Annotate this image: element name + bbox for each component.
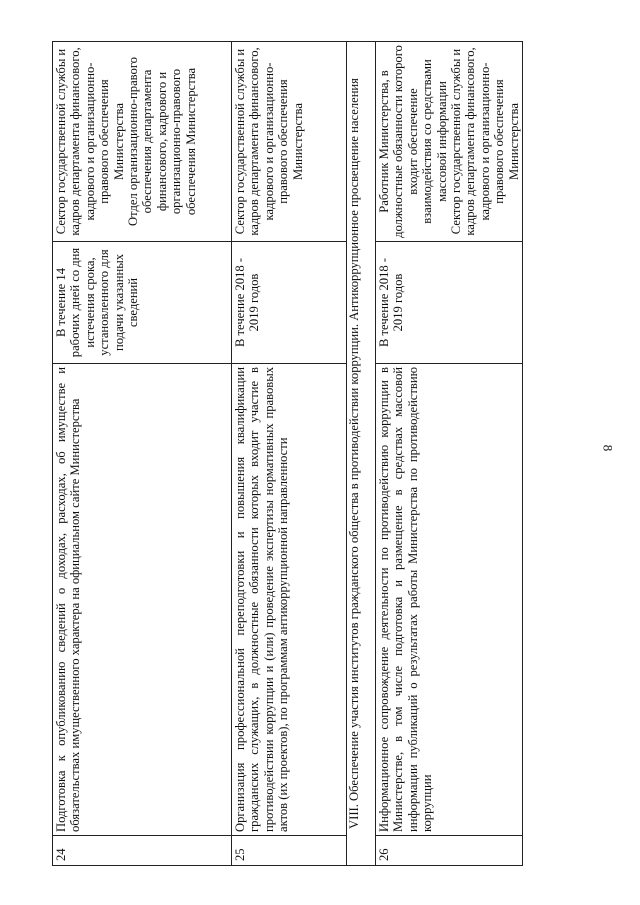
action-cell: Информационное сопровождение деятельности по противодействию коррупции в Министерстве, в том числе подготовка и размещение в средствах массовой информации публикаций о результатах работы Министерства по противодействию коррупции <box>376 364 523 836</box>
action-cell: Подготовка к опубликованию сведений о доходах, расходах, об имуществе и обязательствах имущественного характера на официальном сайте Министерства <box>53 364 232 836</box>
anticorruption-plan-table <box>52 41 523 866</box>
deadline-cell: В течение 2018 - 2019 годов <box>232 242 347 364</box>
row-number: 24 <box>53 836 232 866</box>
action-cell: Организация профессиональной переподготовки и повышения квалификации гражданских служащих, в должностные обязанности которых входит участие в противодействии коррупции и (или) проведение экспертизы нормативных правовых актов (их проектов), по программам антикоррупционной направленности <box>232 364 347 836</box>
responsible-text: Отдел организационно-правого обеспечения департамента финансового, кадрового и организационно-правового обеспечения Министерства <box>126 57 198 226</box>
responsible-cell <box>53 42 232 242</box>
section-heading: VIII. Обеспечение участия институтов гражданского общества в противодействии коррупции. Антикоррупционное просвещение населения <box>347 42 376 866</box>
section-header-row <box>347 42 376 866</box>
responsible-text: Сектор государственной службы и кадров департамента финансового, кадрового и организационно-правового обеспечения Министерства <box>233 47 305 236</box>
deadline-cell: В течение 14 рабочих дней со дня истечения срока, установленного для подачи указанных сведений <box>53 242 232 364</box>
table-row <box>53 42 232 866</box>
deadline-cell: В течение 2018 - 2019 годов <box>376 242 523 364</box>
row-number: 25 <box>232 836 347 866</box>
responsible-text: Работник Министерства, в должностные обязанности которого входит обеспечение взаимодействия со средствами массовой информации <box>377 45 449 238</box>
rotated-table-container <box>52 42 521 866</box>
responsible-text: Сектор государственной службы и кадров департамента финансового, кадрового и организационно-правового обеспечения Министерства <box>449 47 521 236</box>
table-row <box>376 42 523 866</box>
table-row <box>232 42 347 866</box>
responsible-text: Сектор государственной службы и кадров департамента финансового, кадрового и организационно-правового обеспечения Министерства <box>54 47 126 236</box>
responsible-cell <box>232 42 347 242</box>
row-number: 26 <box>376 836 523 866</box>
responsible-cell <box>376 42 523 242</box>
page-number: 8 <box>600 444 616 452</box>
